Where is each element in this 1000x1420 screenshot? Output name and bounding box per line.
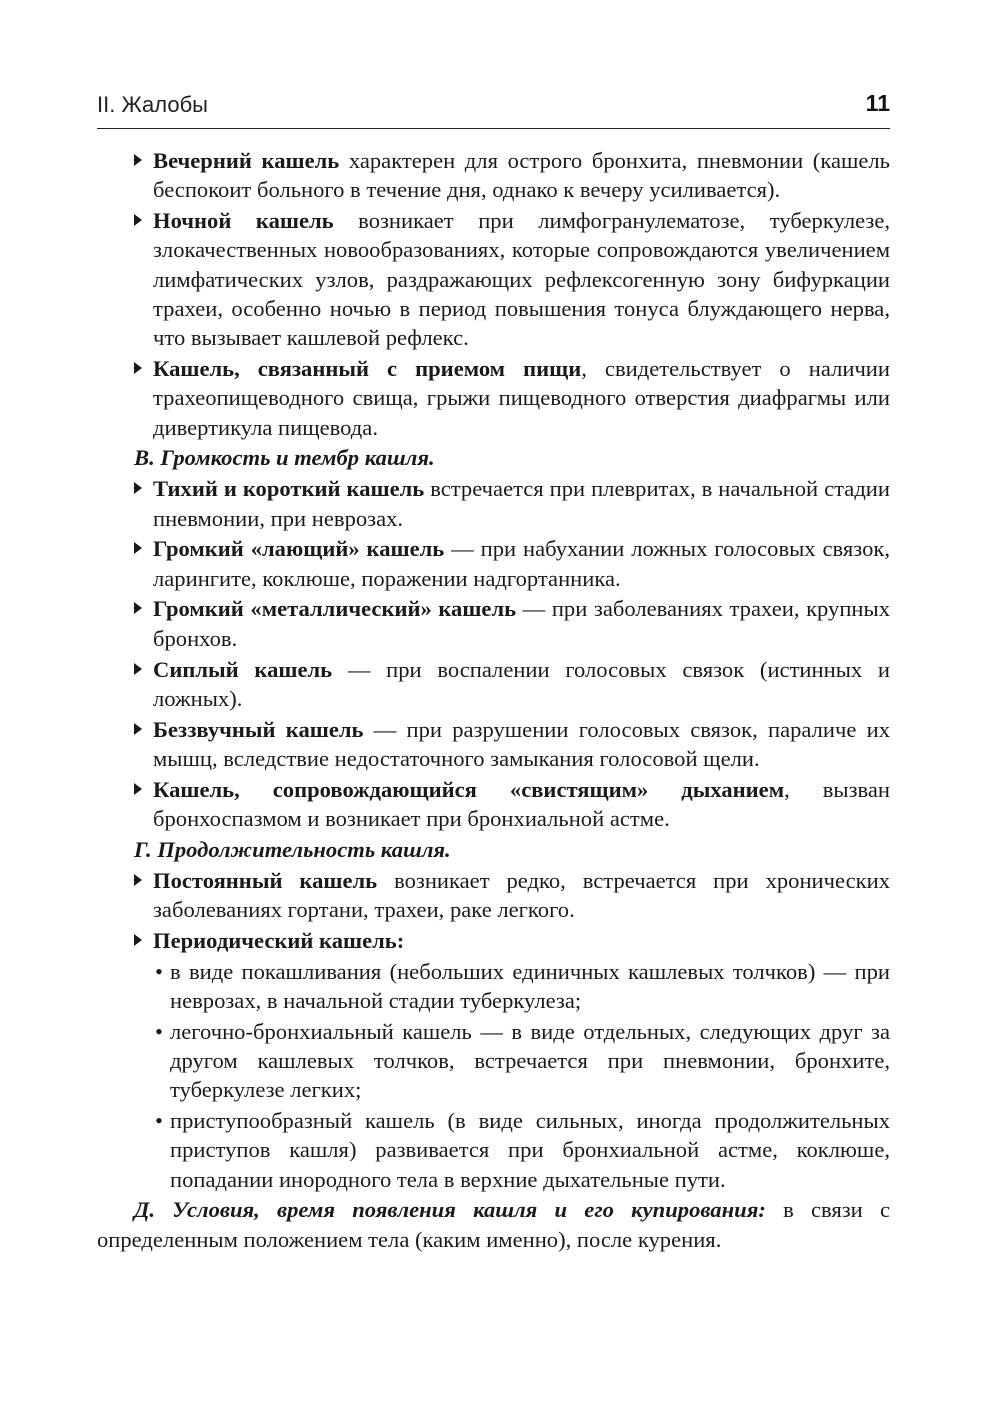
triangle-bullet-icon bbox=[134, 602, 142, 614]
term: Беззвучный кашель bbox=[153, 716, 364, 742]
list-item bbox=[97, 534, 890, 593]
term: Тихий и короткий кашель bbox=[153, 476, 425, 502]
list-item bbox=[97, 866, 890, 925]
description: — при разрушении голосовых связок, параличе их мышц, вследствие недостаточного замыкания голосовой щели. bbox=[153, 716, 890, 771]
description: , вызван бронхоспазмом и возникает при бронхиальной астме. bbox=[153, 776, 890, 832]
list-item bbox=[97, 206, 890, 352]
list-item bbox=[97, 594, 890, 653]
term: Сиплый кашель bbox=[153, 656, 333, 682]
term: Громкий «металлический» кашель bbox=[153, 596, 517, 622]
sub-list-item bbox=[97, 957, 890, 1016]
triangle-bullet-icon bbox=[134, 783, 142, 795]
subsection-heading: Г. Продолжительность кашля. bbox=[134, 836, 451, 862]
triangle-bullet-icon bbox=[134, 542, 142, 554]
term: Громкий «лающий» кашель bbox=[153, 536, 445, 562]
triangle-bullet-icon bbox=[134, 663, 142, 675]
description: возникает при лимфогранулематозе, туберкулезе, злокачественных новообразованиях, которые сопровождаются увеличением лимфатических узлов, раздражающих рефлексогенную зону бифуркации трахеи, особенно ночью в период повышения тонуса блуждающего нерва, что вызывает кашлевой рефлекс. bbox=[153, 208, 890, 351]
list-item bbox=[97, 655, 890, 714]
description: в связи с определенным положением тела (каким именно), после курения. bbox=[97, 1197, 890, 1252]
page-number: 11 bbox=[865, 90, 890, 116]
triangle-bullet-icon bbox=[134, 214, 142, 226]
term: Периодический кашель: bbox=[153, 927, 405, 953]
dot-bullet-icon: • bbox=[155, 958, 163, 984]
triangle-bullet-icon bbox=[134, 482, 142, 494]
term: Кашель, сопровождающийся «свистящим» дыханием bbox=[153, 776, 785, 802]
sub-item-text: легочно-бронхиальный кашель — в виде отдельных, следующих друг за другом кашлевых толчков, встречается при пневмонии, бронхите, туберкулезе легких; bbox=[170, 1018, 890, 1103]
term: Ночной кашель bbox=[153, 208, 334, 234]
closing-paragraph bbox=[97, 1195, 890, 1254]
description: — при набухании ложных голосовых связок, ларингите, коклюше, поражении надгортанника. bbox=[153, 536, 890, 591]
page-content bbox=[97, 146, 890, 1254]
triangle-bullet-icon bbox=[134, 934, 142, 946]
sub-item-text: приступообразный кашель (в виде сильных, иногда продолжительных приступов кашля) развивается при бронхиальной астме, коклюше, попадании инородного тела в верхние дыхательные пути. bbox=[170, 1108, 890, 1192]
running-header bbox=[97, 88, 890, 129]
list-item bbox=[97, 926, 890, 955]
term: Кашель, связанный с приемом пищи bbox=[153, 356, 582, 382]
list-item bbox=[97, 354, 890, 442]
triangle-bullet-icon bbox=[134, 154, 142, 166]
term: Вечерний кашель bbox=[153, 148, 340, 173]
sub-item-text: в виде покашливания (небольших единичных кашлевых толчков) — при неврозах, в начальной стадии туберкулеза; bbox=[170, 958, 890, 1013]
description: характерен для острого бронхита, пневмонии (кашель беспокоит больного в течение дня, однако к вечеру усиливается). bbox=[153, 148, 890, 203]
sub-list-item bbox=[97, 1017, 890, 1105]
description: встречается при плевритах, в начальной стадии пневмонии, при неврозах. bbox=[153, 476, 890, 531]
list-item bbox=[97, 146, 890, 205]
subsection-heading-inline: Д. Условия, время появления кашля и его купирования: bbox=[134, 1197, 766, 1223]
description: — при воспалении голосовых связок (истинных и ложных). bbox=[153, 656, 890, 711]
subsection-heading: В. Громкость и тембр кашля. bbox=[134, 445, 435, 471]
description: возникает редко, встречается при хронических заболеваниях гортани, трахеи, раке легкого. bbox=[153, 867, 890, 922]
section-title: II. Жалобы bbox=[97, 92, 208, 117]
sub-list-item bbox=[97, 1106, 890, 1194]
description: , свидетельствует о наличии трахеопищеводного свища, грыжи пищеводного отверстия диафрагмы или дивертикула пищевода. bbox=[153, 356, 890, 440]
list-item bbox=[97, 715, 890, 774]
dot-bullet-icon: • bbox=[155, 1018, 163, 1044]
term: Постоянный кашель bbox=[153, 867, 378, 893]
list-item bbox=[97, 474, 890, 533]
list-item bbox=[97, 775, 890, 834]
triangle-bullet-icon bbox=[134, 874, 142, 886]
triangle-bullet-icon bbox=[134, 362, 142, 374]
dot-bullet-icon: • bbox=[155, 1108, 163, 1133]
triangle-bullet-icon bbox=[134, 723, 142, 735]
description: — при заболеваниях трахеи, крупных бронхов. bbox=[153, 596, 890, 651]
